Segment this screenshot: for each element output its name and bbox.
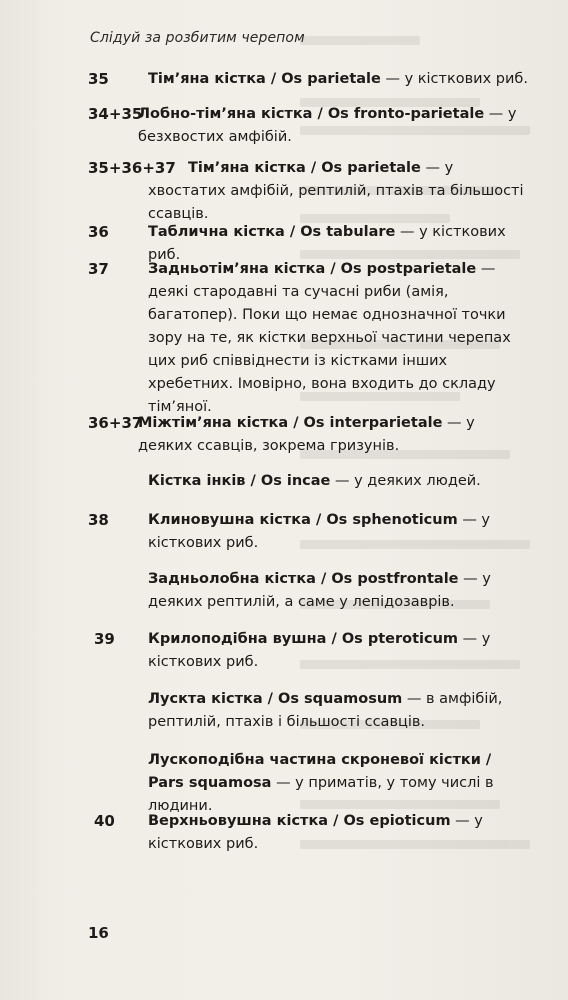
entry-term: Тім’яна кістка / Os parietale <box>188 160 421 176</box>
entry-description: — у хвостатих амфібій, рептилій, птахів та більшості ссавців. <box>148 160 524 222</box>
entry-description: — у деяких ссавців, зокрема гризунів. <box>138 415 475 454</box>
entry-text <box>148 810 528 856</box>
entry-description: — у кісткових риб. <box>380 71 528 87</box>
entry-number: 39 <box>94 630 115 648</box>
entry-term: Лобно-тім’яна кістка / Os fronto-parietale <box>138 106 485 122</box>
entry-term: Лускта кістка / Os squamosum <box>148 691 403 707</box>
entry-number: 40 <box>94 812 115 830</box>
entry-number: 37 <box>88 260 109 278</box>
entry-text <box>148 688 528 734</box>
entry-number: 35+36+37 <box>88 159 176 177</box>
entry-term: Міжтім’яна кістка / Os interparietale <box>138 415 443 431</box>
entry-number: 34+35 <box>88 105 143 123</box>
entry-term: Клиновушна кістка / Os sphenoticum <box>148 512 458 528</box>
entry-description: — у кісткових риб. <box>148 512 491 551</box>
entry-text <box>148 628 528 674</box>
entry-text <box>148 470 528 493</box>
entry-text <box>148 258 528 419</box>
entry-text <box>148 509 528 555</box>
entry-number: 35 <box>88 70 109 88</box>
entry-number: 36+37 <box>88 414 143 432</box>
entry-text <box>148 68 528 91</box>
entry-number: 36 <box>88 223 109 241</box>
entry-text <box>148 749 528 818</box>
running-header: Слідуй за розбитим черепом <box>90 30 305 46</box>
entry-term: Задньолобна кістка / Os postfrontale <box>148 571 459 587</box>
entry-term: Задньотім’яна кістка / Os postparietale <box>148 261 477 277</box>
entry-description: — у приматів, у тому числі в людини. <box>148 775 494 814</box>
entry-term: Крилоподібна вушна / Os pteroticum <box>148 631 459 647</box>
entry-description: — у безхвостих амфібій. <box>138 106 517 145</box>
entry-term: Лускоподібна частина скроневої кістки / Pars squamosa <box>148 752 492 791</box>
entry-text <box>138 103 528 149</box>
entry-number: 38 <box>88 511 109 529</box>
entry-description: — у деяких рептилій, а саме у лепідозаврів. <box>148 571 491 610</box>
entry-text <box>148 568 528 614</box>
entry-text <box>138 412 528 458</box>
entry-description: — у деяких людей. <box>330 473 481 489</box>
entry-description: — у кісткових риб. <box>148 631 491 670</box>
entry-description: — в амфібій, рептилій, птахів і більшості ссавців. <box>148 691 503 730</box>
entry-term: Тім’яна кістка / Os parietale <box>148 71 381 87</box>
entry-term: Кістка інків / Os incae <box>148 473 331 489</box>
entry-term: Верхньовушна кістка / Os epioticum <box>148 813 451 829</box>
page-number: 16 <box>88 924 109 942</box>
entry-description: — у кісткових риб. <box>148 224 506 263</box>
entry-description: — у кісткових риб. <box>148 813 483 852</box>
entry-term: Таблична кістка / Os tabulare <box>148 224 396 240</box>
entry-text <box>148 157 528 226</box>
entry-description: — деякі стародавні та сучасні риби (амія, багатопер). Поки що немає однозначної точки зору на те, як кістки верхньої частини черепах цих риб співвіднести із кістками інших хребетних. Імовірно, вона входить до складу тім’яної. <box>148 261 511 415</box>
